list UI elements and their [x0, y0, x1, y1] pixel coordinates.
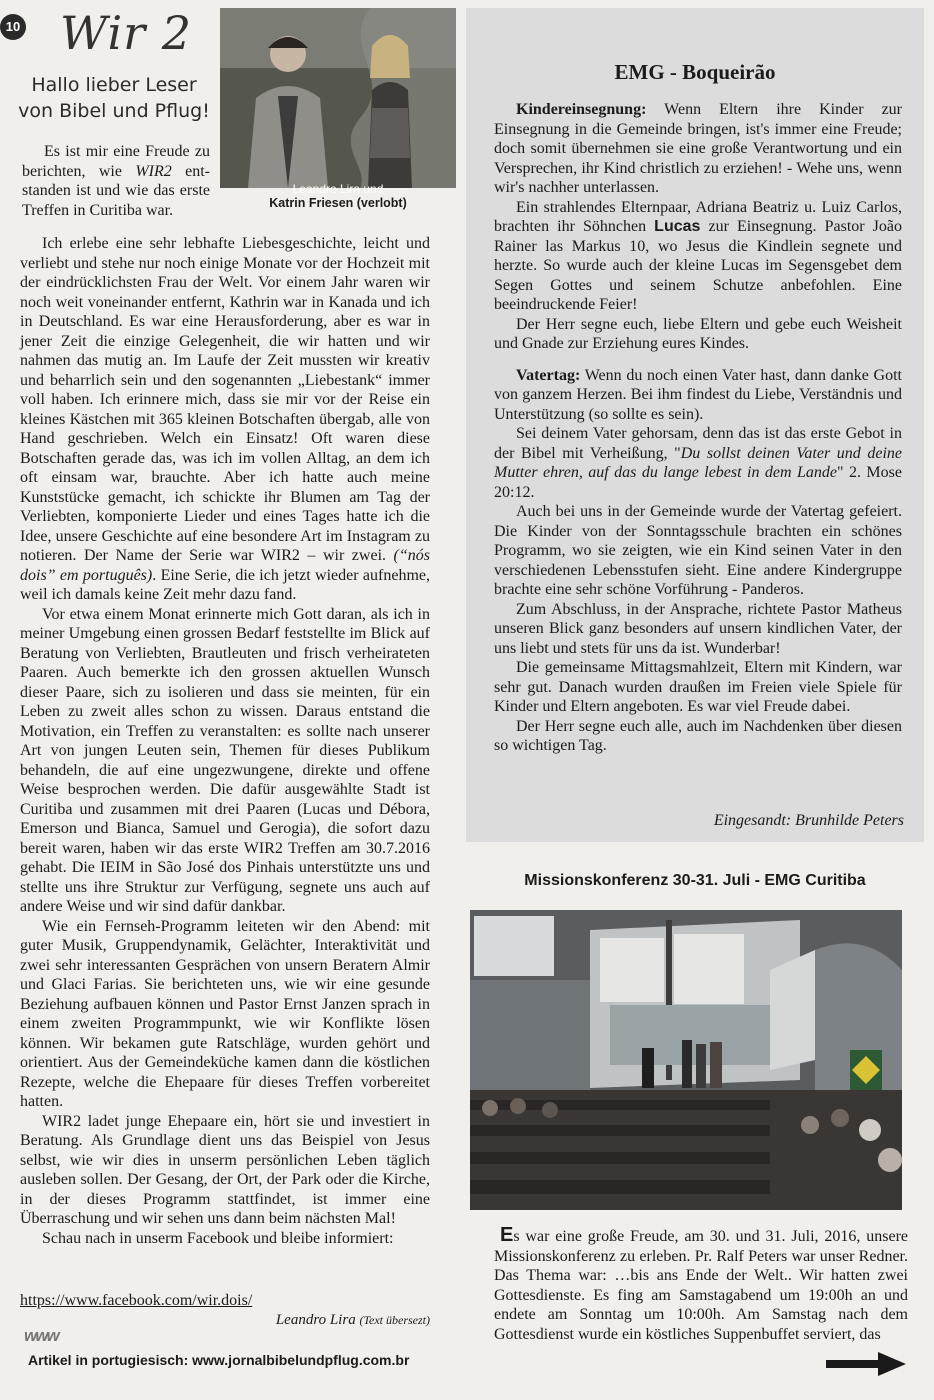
kindereinsegnung-text: Wenn Eltern ihre Kinder zur Einsegnung in die Gemeinde bringen, ist's immer eine Freude; doch somit übernehmen sie eine große Verantwortung und ein Versprechen, ihr Kind christlich zu erziehen! - Wehe uns, wenn wir's nachher unterlassen.: [494, 101, 902, 196]
article-signature: [230, 1312, 430, 1329]
intro-text-4: standen ist und wie das erste: [22, 182, 210, 199]
lucas-name: Lucas: [654, 218, 701, 235]
vatertag-paragraph: [494, 366, 902, 425]
intro-text-5: Treffen in Curitiba war.: [22, 201, 174, 219]
vatertag-label: Vatertag:: [516, 366, 581, 384]
abschluss-paragraph: Zum Abschluss, in der Ansprache, richtete Pastor Matheus unseren Blick ganz besonders auf unsern kindlichen Vater, der uns liebt und stets für uns da ist. Wunderbar!: [494, 600, 902, 657]
mission-body: [494, 1226, 908, 1344]
portuguese-article-link: Artikel in portugiesisch: www.jornalbibelundpflug.com.br: [28, 1352, 410, 1368]
mittagsmahlzeit-paragraph: Die gemeinsame Mittagsmahlzeit, Eltern mit Kindern, war sehr gut. Danach wurden draußen im Freien viele Spiele für Kinder und Eltern angeboten. Es war viel Freude dabei.: [494, 659, 902, 715]
einsegnung-text-a: Ein strahlendes Elternpaar, Adriana Beatriz u. Luiz Carlos, brachten ihr Söhnchen: [494, 198, 902, 235]
continue-arrow-icon: [826, 1350, 906, 1378]
emg-body: [494, 100, 902, 756]
emg-signature: Eingesandt: Brunhilde Peters: [713, 812, 904, 829]
church-photo-image: [470, 910, 902, 1210]
mission-paragraph: [494, 1226, 908, 1344]
article-paragraph-3: Wie ein Fernseh-Programm leiteten wir den Abend: mit guter Musik, Gruppendynamik, Gelächter, Interaktivität und zwei sehr interessanten Gesprächen von unsern Beratern Almir und Glaci Farias. Sie berichteten uns, wie wir eine gesunde Beziehung aufbauen können und Pastor Ernst Janzen sprach in einem zweiten Programmpunkt, wie wir Konflikte lösen können. Wir bekamen gute Ratschläge, wurden gehört und orientiert. Aus der Gemeindeküche kamen dann die köstlichen Rezepte, welche die Ehepaare für dieses Treffen vorbereitet hatten.: [20, 917, 430, 1110]
intro-wir2: WIR2: [135, 162, 172, 180]
signature-note: (Text übersezt): [359, 1313, 430, 1327]
gebot-text-b: " 2. Mose 20:12.: [494, 464, 902, 501]
einsegnung-text-b: zur Einsegnung. Pastor João Rainer las Markus 10, wo Jesus die Kindlein segnete und herzte. So wurde auch der kleine Lucas im Segensgebet dem Segen Gottes und seinem Schutze anbefohlen. Eine beeindruckende Feier!: [494, 218, 903, 313]
vatertag-text: Wenn du noch einen Vater hast, dann danke Gott von ganzem Herzen. Bei ihm findest du Liebe, Verständnis und Unterstützung (so sollte es sein).: [494, 366, 902, 423]
mission-title: Missionskonferenz 30-31. Juli - EMG Curitiba: [524, 872, 866, 889]
photo-caption-overlay: Leandro Lira und: [292, 182, 384, 196]
vatertag-celebration-paragraph: Auch bei uns in der Gemeinde wurde der Vatertag gefeiert. Die Kinder von der Sonntagsschule brachten ein schönes Programm, wo sie zeigten, wie ein Kind seinen Vater in den verschiedenen Lebensstufen sieht. Eine andere Kindergruppe brachte eine sehr schöne Vorführung - Panderos.: [494, 503, 902, 598]
mission-text: s war eine große Freude, am 30. und 31. Juli, 2016, unsere Missionskonferenz zu erleben. Pr. Ralf Peters war unser Redner. Das Thema war: …bis ans Ende der Welt.. Wir hatten zwei Gottesdienste. Es fing am Samstagabend um 19:00h an und endete am Sonntag um 10:00h. Am Samstag nach dem Gottesdienst wurde ein köstliches Suppenbuffet serviert, das: [494, 1228, 908, 1343]
emg-title: EMG - Boqueirão: [614, 60, 776, 84]
intro-text-1: Es ist mir eine Freude zu: [44, 143, 210, 160]
greeting-heading: [14, 72, 214, 124]
gebot-quote: Du sollst deinen Vater und deine Mutter ehren, auf das du lange lebest in dem Lande: [494, 444, 902, 481]
couple-photo-image: [220, 8, 456, 188]
wir2-logo: Wir 2: [60, 6, 193, 60]
signature-name: Leandro Lira: [275, 1312, 356, 1328]
wir2-article-body: [20, 234, 430, 1248]
mission-dropcap: E: [500, 1224, 514, 1246]
emg-boqueirao-box: [466, 8, 924, 842]
gebot-text-a: Sei deinem Vater gehorsam, denn das ist das erste Gebot in der Bibel mit Verheißung, ": [494, 425, 902, 462]
einsegnung-paragraph: [494, 198, 902, 315]
spacer: [494, 354, 902, 366]
article-paragraph-4: WIR2 ladet junge Ehepaare ein, hört sie und investiert in Beratung. Als Grundlage dient uns das Beispiel von Jesus selbst, wie wir dies in unserm persönlichen Leben täglich ausleben sollen. Der Gesang, der Ort, der Park oder die Kirche, in der dieses Programm stattfindet, ist immer eine Überraschung und wir sehen uns dann beim nächsten Mal!: [20, 1112, 430, 1227]
page-number: 10: [0, 14, 26, 40]
church-conference-photo: [470, 910, 902, 1210]
article-paragraph-1-italic: (“nós dois” em português): [20, 547, 430, 584]
greeting-line-2: von Bibel und Pflug!: [18, 100, 210, 122]
kindereinsegnung-paragraph: [494, 100, 902, 198]
intro-text-2: berichten, wie: [22, 162, 136, 180]
facebook-link[interactable]: https://www.facebook.com/wir.dois/: [20, 1292, 253, 1309]
article-paragraph-1-text: Ich erlebe eine sehr lebhafte Liebesgeschichte, leicht und verliebt und stehe nur noch einige Monate vor der Hochzeit mit der eindrücklichsten Frau der Welt. Vor einem Jahr waren wir noch weit voneinander entfernt, Kathrin war in Kanada und ich in Deutschland. Es war eine Herausforderung, aber es war in jener Zeit die einzige Gelegenheit, die wir hatten und wir nahmen das mutig an. Im Laufe der Zeit mussten wir kreativ und beharrlich sein und den sogenannten „Liebestank“ immer voll haben. Ich erinnere mich, dass sie mir vor der Reise ein kleines Kästchen mit 365 kleinen Botschaften übergab, alle von Hand geschrieben. Welch ein Einsatz! Oft waren diese Botschaften gerade das, was ich im vollen Alltag, an dem ich oft einsam war, brauchte. Aber ich hatte auch meine Kunststücke gemacht, ich schickte ihr Blumen am Tag der Verliebten, komponierte Lieder und eines Tages hatte ich die Idee, unsere Geschichte auf eine besondere Art im Instagram zu notieren. Der Name der Serie war WIR2 – wir zwei.: [20, 235, 430, 564]
blessing-paragraph: Der Herr segne euch, liebe Eltern und gebe euch Weisheit und Gnade zur Erziehung eures Kindes.: [494, 315, 902, 352]
article-paragraph-2: Vor etwa einem Monat erinnerte mich Gott daran, als ich in meiner Umgebung einen grossen Bedarf feststellte im Blick auf Beratung von Verliebten, Brautleuten und frisch verheirateten Paaren. Auch bemerkte ich den grossen aktuellen Wunsch dieser Paare, sich zu isolieren und dass sie meinten, für ein Leben zu zweit alles schon zu wissen. Daraus entstand die Motivation, ein Treffen zu veranstalten: es sollte nach unserer Art von jungen Leuten sein, Themen für dieses Publikum behandeln, die auf eine ungezwungene, direkte und offene Weise besprochen werden. Die dafür ausgewählte Stadt ist Curitiba und zusammen mit drei Paaren (Lucas und Débora, Emerson und Bianca, Samuel und Gerogia), die sofort dazu bereit waren, haben wir das erste WIR2 Treffen am 30.7.2016 gehabt. Die IEIM in São José dos Pinhais unterstützte uns und stellte uns ihre Struktur zur Verfügung, segnete uns auch auf andere Weise und wir sind dafür dankbar.: [20, 605, 430, 915]
greeting-line-1: Hallo lieber Leser: [31, 74, 197, 96]
intro-paragraph: [22, 142, 210, 220]
intro-text-3: ent-: [171, 162, 211, 180]
www-icon: www: [24, 1326, 58, 1345]
kindereinsegnung-label: Kindereinsegnung:: [516, 101, 647, 118]
photo-caption: Katrin Friesen (verlobt): [269, 196, 407, 210]
article-paragraph-5: Schau nach in unserm Facebook und bleibe informiert:: [42, 1229, 394, 1247]
article-paragraph-1: [20, 234, 430, 605]
final-blessing-paragraph: Der Herr segne euch alle, auch im Nachdenken über diesen so wichtigen Tag.: [494, 717, 902, 754]
article-paragraph-1-end: . Eine Serie, die ich jetzt wieder aufnehme, weil ich damals keine Zeit mehr dazu fand.: [20, 566, 431, 603]
gebot-paragraph: [494, 424, 902, 502]
couple-photo: [220, 8, 456, 196]
